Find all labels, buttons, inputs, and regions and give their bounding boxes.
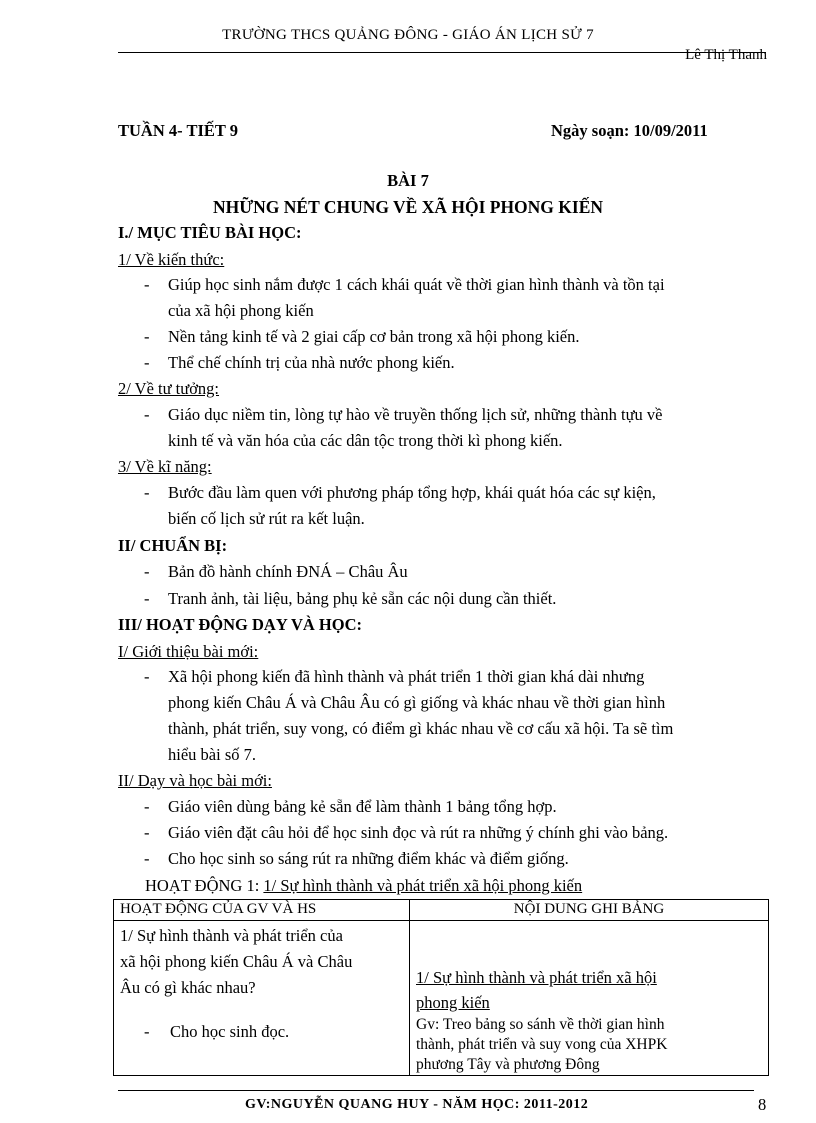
header-divider [118,52,766,53]
activity-1-prefix: HOẠT ĐỘNG 1: [145,876,264,895]
cell-text: thành, phát triển và suy vong của XHPK [416,1036,668,1053]
teaching-heading: II/ Dạy và học bài mới: [118,771,272,790]
list-item-continuation: của xã hội phong kiến [168,301,314,320]
list-item: - Nền tảng kinh tế và 2 giai cấp cơ bản trong xã hội phong kiến. [144,327,580,346]
cell-text: Âu có gì khác nhau? [120,978,256,997]
activity-1-title: 1/ Sự hình thành và phát triển xã hội phong kiến [263,876,583,895]
list-item: - Giáo viên đặt câu hỏi để học sinh đọc và rút ra những ý chính ghi vào bảng. [144,823,669,842]
objectives-heading: I./ MỤC TIÊU BÀI HỌC: [118,223,302,242]
list-item: - Thể chế chính trị của nhà nước phong kiến. [144,353,455,372]
list-item: - Giúp học sinh nắm được 1 cách khái quát về thời gian hình thành và tồn tại [144,275,665,294]
knowledge-heading: 1/ Về kiến thức: [118,250,225,269]
cell-text: 1/ Sự hình thành và phát triển của [120,926,343,945]
list-item: - Cho học sinh so sáng rút ra những điểm khác và điểm giống. [144,849,569,868]
list-item-continuation: hiểu bài số 7. [168,745,256,764]
list-item-continuation: biến cố lịch sử rút ra kết luận. [168,509,365,528]
table-header-content: NỘI DUNG GHI BẢNG [410,900,769,921]
activities-heading: III/ HOẠT ĐỘNG DẠY VÀ HỌC: [118,615,363,634]
week-label: TUẦN 4- TIẾT 9 [118,121,238,140]
table-cell-content [410,921,769,1076]
prepared-date: Ngày soạn: 10/09/2011 [551,121,708,140]
activity-table [113,899,769,1076]
table-header-row [114,900,769,921]
table-header-activities: HOẠT ĐỘNG CỦA GV VÀ HS [114,900,410,921]
ideology-heading: 2/ Về tư tưởng: [118,379,220,398]
preparation-heading: II/ CHUẨN BỊ: [118,536,228,555]
footer-text: GV:NGUYỄN QUANG HUY - NĂM HỌC: 2011-2012 [245,1097,589,1112]
table-row [114,921,769,1076]
list-item-continuation: phong kiến Châu Á và Châu Âu có gì giống và khác nhau về thời gian hình [168,693,666,712]
cell-text: Gv: Treo bảng so sánh về thời gian hình [416,1016,665,1033]
header-author: Lê Thị Thanh [685,47,767,63]
list-item-continuation: kinh tế và văn hóa của các dân tộc trong thời kì phong kiến. [168,431,563,450]
page-number: 8 [758,1095,767,1114]
lesson-title: NHỮNG NÉT CHUNG VỀ XÃ HỘI PHONG KIẾN [212,197,604,217]
skills-heading: 3/ Về kĩ năng: [118,457,212,476]
list-item: - Tranh ảnh, tài liệu, bảng phụ kẻ sẵn các nội dung cần thiết. [144,589,557,608]
list-item: - Bản đồ hành chính ĐNÁ – Châu Âu [144,562,408,581]
list-item: - Giáo viên dùng bảng kẻ sẵn để làm thành 1 bảng tổng hợp. [144,797,557,816]
content-title: phong kiến [416,993,490,1012]
list-item: - Bước đầu làm quen với phương pháp tổng hợp, khái quát hóa các sự kiện, [144,483,656,502]
cell-text: xã hội phong kiến Châu Á và Châu [120,952,353,971]
lesson-number: BÀI 7 [387,171,429,190]
footer-divider [118,1090,754,1091]
page-header-title: TRƯỜNG THCS QUẢNG ĐÔNG - GIÁO ÁN LỊCH SỬ 7 [222,27,594,43]
cell-text: phương Tây và phương Đông [416,1056,600,1073]
activity-1-heading [145,876,582,896]
list-item: - Giáo dục niềm tin, lòng tự hào về truyền thống lịch sử, những thành tựu về [144,405,663,424]
table-cell-activities [114,921,410,1076]
list-item: - Xã hội phong kiến đã hình thành và phát triển 1 thời gian khá dài nhưng [144,667,645,686]
list-item-continuation: thành, phát triển, suy vong, có điểm gì khác nhau về cơ cấu xã hội. Ta sẽ tìm [168,719,674,738]
content-title: 1/ Sự hình thành và phát triển xã hội [416,968,657,987]
cell-list-item: - Cho học sinh đọc. [144,1022,290,1041]
intro-heading: I/ Giới thiệu bài mới: [118,642,259,661]
